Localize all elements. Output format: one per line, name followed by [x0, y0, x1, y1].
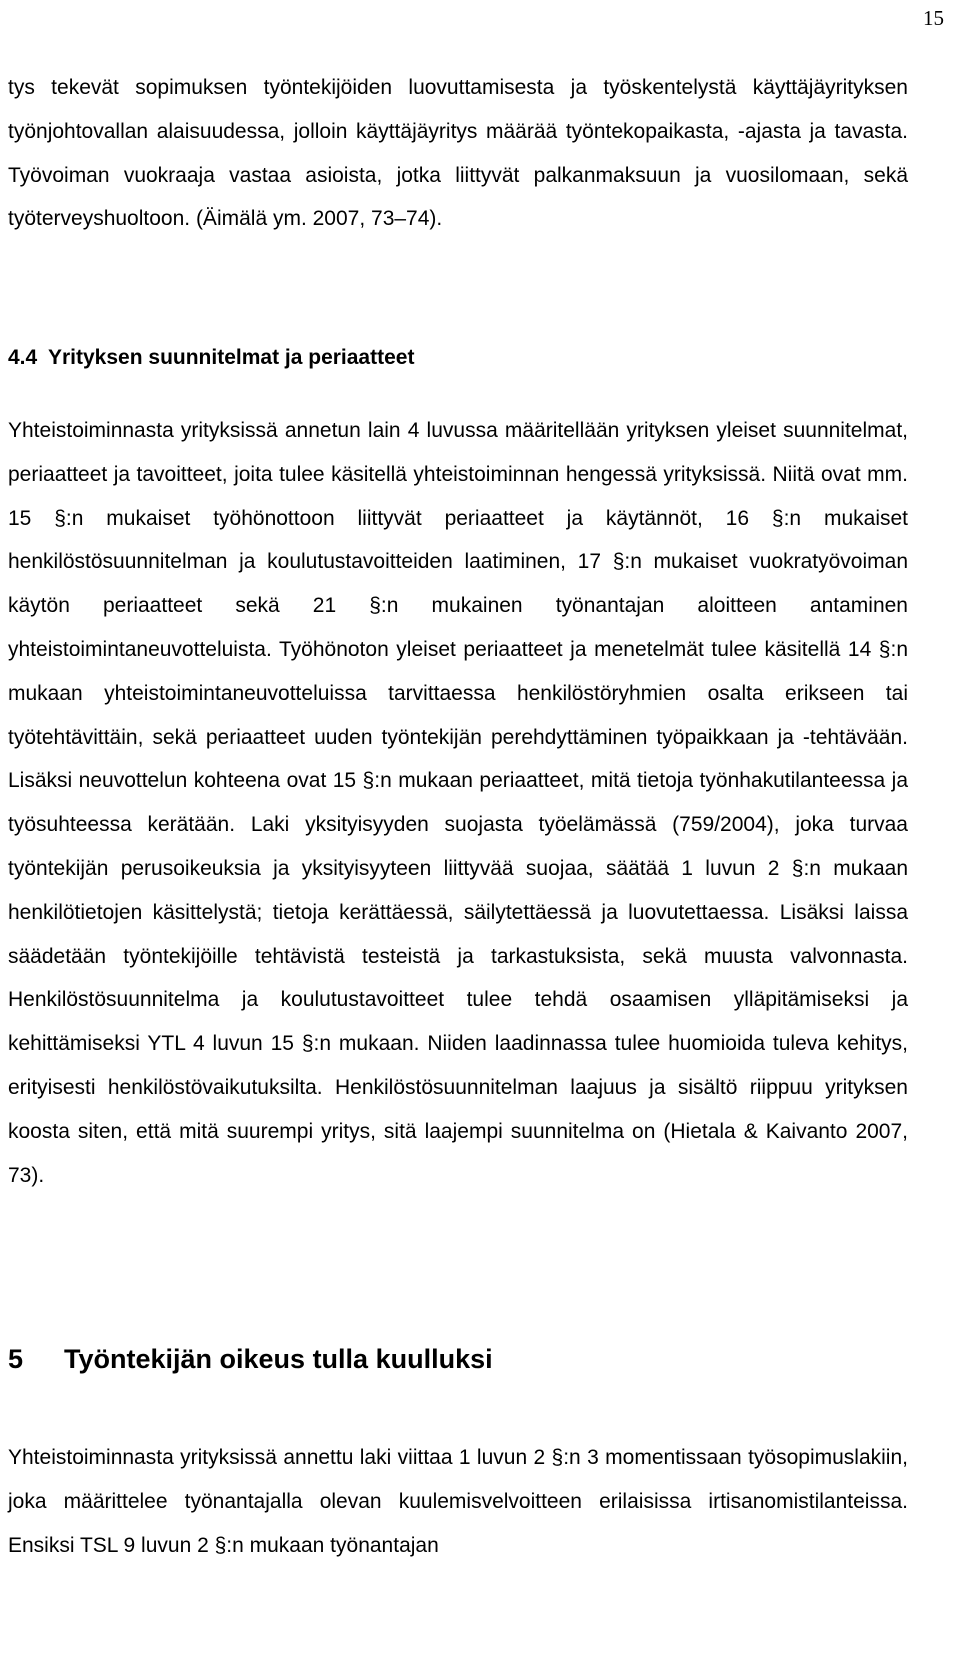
paragraph-2: Yhteistoiminnasta yrityksissä annetun lain 4 luvussa määritellään yrityksen yleiset suunnitelmat, periaatteet ja tavoitteet, joita tulee käsitellä yhteistoiminnan hengessä yrityksissä. Niitä ovat mm. 15 §:n mukaiset työhönottoon liittyvät periaatteet ja käytännöt, 16 §:n mukaiset henkilöstösuunnitelman ja koulutustavoitteiden laatiminen, 17 §:n mukaiset vuokratyövoiman käytön periaatteet sekä 21 §:n mukainen työnantajan aloitteen antaminen yhteistoimintaneuvotteluista. Työhönoton yleiset periaatteet ja menetelmät tulee käsitellä 14 §:n mukaan yhteistoimintaneuvotteluissa tarvittaessa henkilöstöryhmien osalta erikseen tai työtehtävittäin, sekä periaatteet uuden työntekijän perehdyttäminen työpaikkaan ja -tehtävään. Lisäksi neuvottelun kohteena ovat 15 §:n mukaan periaatteet, mitä tietoja työnhakutilanteessa ja työsuhteessa kerätään. Laki yksityisyyden suojasta työelämässä (759/2004), joka turvaa työntekijän perusoikeuksia ja yksityisyyteen liittyvää suojaa, säätää 1 luvun 2 §:n mukaan henkilötietojen käsittelystä; tietoja kerättäessä, säilytettäessä ja luovutettaessa. Lisäksi laissa säädetään työntekijöille tehtävistä testeistä ja tarkastuksista, sekä muusta valvonnasta. Henkilöstösuunnitelma ja koulutustavoitteet tulee tehdä osaamisen ylläpitämiseksi ja kehittämiseksi YTL 4 luvun 15 §:n mukaan. Niiden laadinnassa tulee huomioida tuleva kehitys, erityisesti henkilöstövaikutuksilta. Henkilöstösuunnitelman laajuus ja sisältö riippuu yrityksen koosta siten, että mitä suurempi yritys, sitä laajempi suunnitelma on (Hietala & Kaivanto 2007, 73). [8, 419, 908, 1187]
paragraph-1: tys tekevät sopimuksen työntekijöiden luovuttamisesta ja työskentelystä käyttäjäyrityksen työnjohtovallan alaisuudessa, jolloin käyttäjäyritys määrää työntekopaikasta, -ajasta ja tavasta. Työvoiman vuokraaja vastaa asioista, jotka liittyvät palkanmaksuun ja vuosilomaan, sekä työterveyshuoltoon. (Äimälä ym. 2007, 73–74). [8, 76, 908, 231]
section-number: 4.4 [8, 346, 38, 369]
paragraph-3-block [8, 1436, 908, 1567]
page-number: 15 [923, 6, 944, 30]
paragraph-3: Yhteistoiminnasta yrityksissä annettu laki viittaa 1 luvun 2 §:n 3 momentissaan työsopimuslakiin, joka määrittelee työnantajalla olevan kuulemisvelvoitteen erilaisissa irtisanomistilanteissa. Ensiksi TSL 9 luvun 2 §:n mukaan työnantajan [8, 1446, 908, 1557]
chapter-title: Työntekijän oikeus tulla kuulluksi [64, 1344, 493, 1374]
section-title: Yrityksen suunnitelmat ja periaatteet [48, 346, 415, 369]
paragraph-2-block [8, 409, 908, 1197]
section-heading-4-4 [8, 342, 414, 374]
paragraph-1-block [8, 66, 908, 241]
chapter-heading-5 [8, 1341, 493, 1377]
chapter-number: 5 [8, 1344, 24, 1374]
